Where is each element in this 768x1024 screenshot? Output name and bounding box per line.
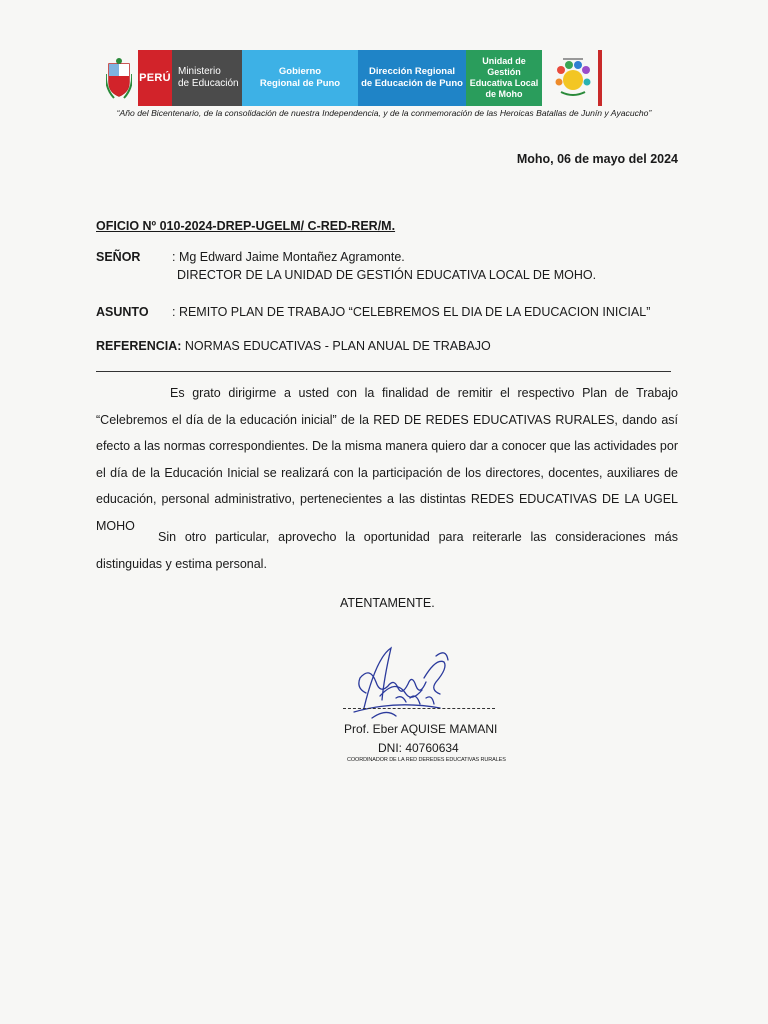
closing-text: ATENTAMENTE. [340,596,435,610]
red-educativa-rural-logo-icon [548,50,598,106]
gobierno-line2: Regional de Puno [259,78,341,89]
oficio-number: OFICIO Nº 010-2024-DREP-UGELM/ C-RED-RER/M. [96,219,396,233]
ugel-line4: de Moho [485,89,523,99]
recipient-row [96,250,405,264]
peru-label: PERÚ [138,50,172,106]
body-paragraph-1: Es grato dirigirme a usted con la finalidad de remitir el respectivo Plan de Trabajo “Celebremos el día de la educación inicial” de la RED DE REDES EDUCATIVAS RURALES, dando así efecto a las normas correspondientes. De la misma manera quiero dar a conocer que las actividades por el día de la Educación Inicial se realizará con la participación de los directores, docentes, auxiliares de educación, personal administrativo, pertenecientes a las distintas REDES EDUCATIVAS DE LA UGEL MOHO [96,386,678,533]
ugel-line2: Gestión [487,67,521,77]
peru-coat-of-arms-icon [104,50,134,106]
ministerio-line2: de Educación [178,78,239,89]
gobierno-line1: Gobierno [278,66,322,77]
ministerio-logo [172,50,242,106]
ugel-line1: Unidad de [482,56,526,66]
reference-value: NORMAS EDUCATIVAS - PLAN ANUAL DE TRABAJO [181,339,491,353]
ministerio-line1: Ministerio [178,66,221,77]
red-accent-bar [598,50,602,106]
reference-label: REFERENCIA: [96,339,182,353]
signer-role: COORDINADOR DE LA RED DEREDES EDUCATIVAS RURALES [347,757,506,763]
gobierno-regional-logo [242,50,358,106]
signer-name: Prof. Eber AQUISE MAMANI [344,722,498,736]
separator-line [96,371,671,372]
reference-row [96,339,491,353]
ugel-line3: Educativa Local [469,78,539,88]
drep-line1: Dirección Regional [368,66,456,77]
recipient-name: : Mg Edward Jaime Montañez Agramonte. [172,250,405,264]
year-motto: “Año del Bicentenario, de la consolidación de nuestra Independencia, y de la conmemoración de las Heroicas Batallas de Junín y Ayacucho” [116,108,652,118]
drep-logo [358,50,466,106]
institutional-banner [104,50,598,106]
letter-date: Moho, 06 de mayo del 2024 [516,152,678,166]
recipient-label: SEÑOR [96,250,141,264]
signer-dni: DNI: 40760634 [378,741,459,755]
handwritten-signature [336,638,456,722]
recipient-title: DIRECTOR DE LA UNIDAD DE GESTIÓN EDUCATIVA LOCAL DE MOHO. [177,268,597,282]
body-paragraph-2: Sin otro particular, aprovecho la oportunidad para reiterarle las consideraciones más distinguidas y estima personal. [96,530,678,571]
signature-line [343,708,495,709]
subject-row [96,305,650,319]
subject-label: ASUNTO [96,305,149,319]
drep-line2: de Educación de Puno [361,78,463,89]
ugel-moho-logo [466,50,542,106]
subject-value: : REMITO PLAN DE TRABAJO “CELEBREMOS EL DIA DE LA EDUCACION INICIAL” [172,305,651,319]
